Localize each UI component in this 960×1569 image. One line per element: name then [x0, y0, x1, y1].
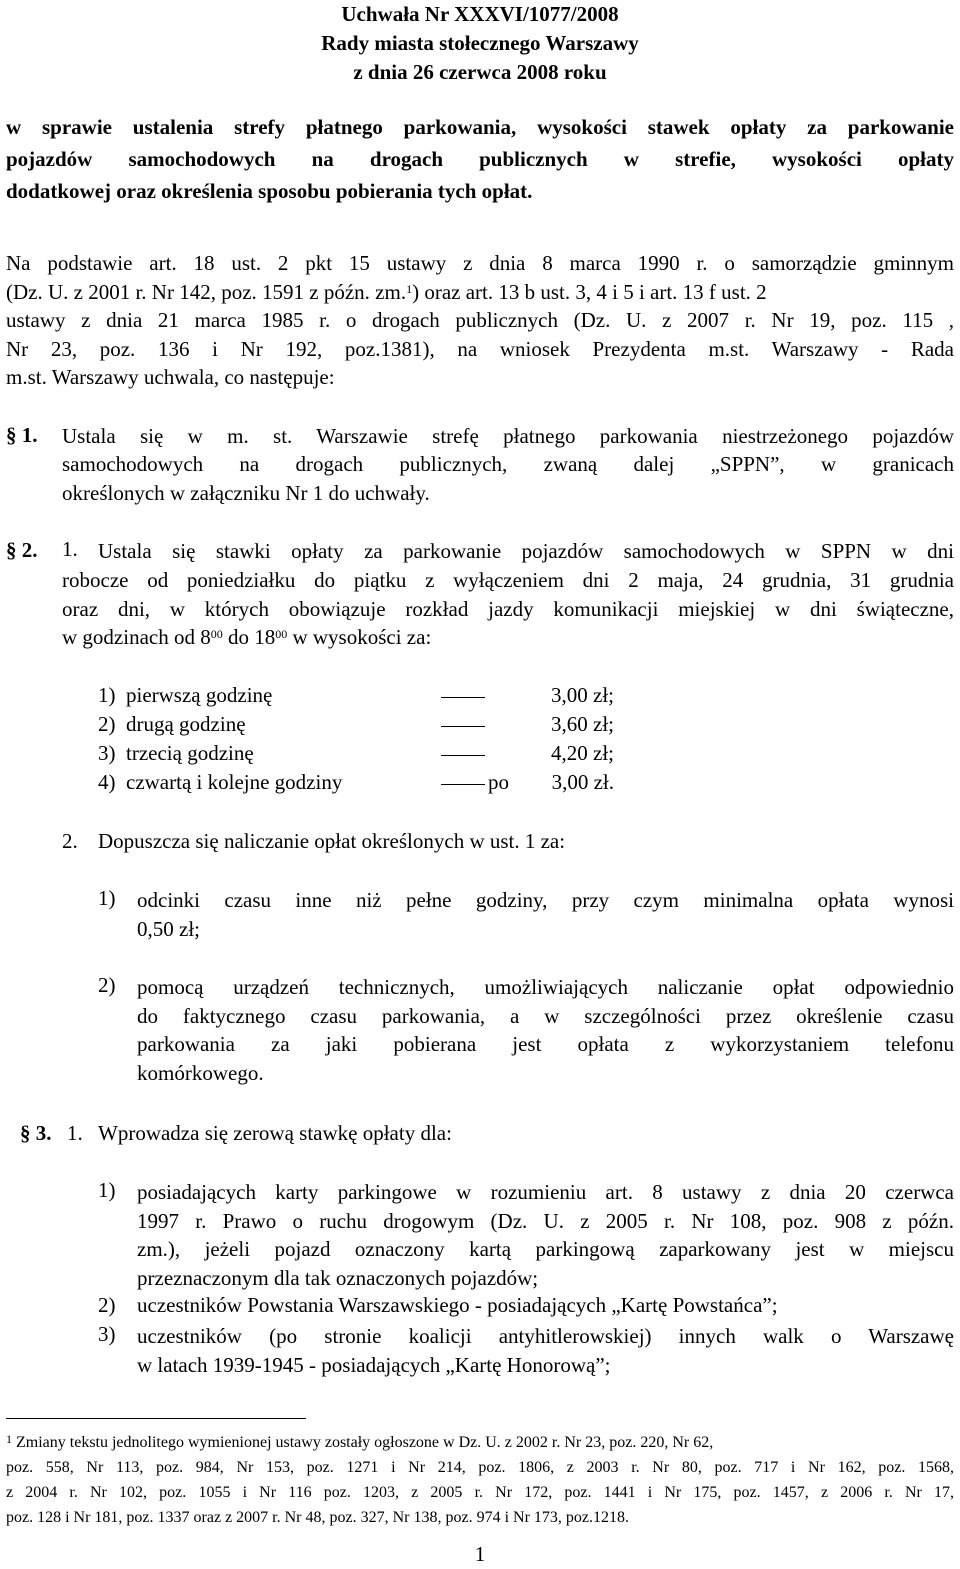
preamble-line: m.st. Warszawy uchwala, co następuje: — [6, 365, 335, 389]
list-line: posiadających karty parkingowe w rozumieniu art. 8 ustawy z dnia 20 czerwca — [137, 1180, 954, 1204]
section-3-ust1-number: 1. — [67, 1121, 83, 1145]
list-number: 3) — [98, 1322, 116, 1346]
dash-separator — [441, 784, 485, 785]
section-2-line: oraz dni, w których obowiązuje rozkład jazdy komunikacji miejskiej w dni świąteczne, — [62, 596, 954, 621]
fee-label: 4) czwartą i kolejne godziny — [98, 770, 343, 794]
section-3-intro: Wprowadza się zerową stawkę opłaty dla: — [98, 1121, 452, 1145]
dash-separator — [441, 726, 485, 727]
section-3-number: § 3. — [20, 1121, 52, 1145]
list-number: 1) — [98, 1178, 116, 1202]
resolution-issuer: Rady miasta stołecznego Warszawy — [321, 31, 639, 55]
section-2-line: Ustala się stawki opłaty za parkowanie pojazdów samochodowych w SPPN w dni — [98, 539, 954, 563]
footnote-ref: 1 — [406, 281, 413, 296]
preamble-line: Na podstawie art. 18 ust. 2 pkt 15 ustawy z dnia 8 marca 1990 r. o samorządzie gminnym — [6, 251, 954, 275]
resolution-date: z dnia 26 czerwca 2008 roku — [353, 60, 607, 84]
fee-amount: 3,60 zł; — [551, 712, 614, 736]
section-2-ust2-number: 2. — [62, 829, 78, 853]
subject-line: w sprawie ustalenia strefy płatnego parkowania, wysokości stawek opłaty za parkowanie — [6, 115, 954, 139]
fee-label: 1) pierwszą godzinę — [98, 683, 273, 707]
fee-amount: 4,20 zł; — [551, 741, 614, 765]
section-2-text-cont — [62, 566, 954, 652]
list-number: 2) — [98, 973, 116, 997]
list-item — [137, 886, 954, 943]
fee-row — [98, 683, 618, 711]
fee-row — [98, 741, 618, 769]
list-item — [137, 973, 954, 1087]
fee-label: 2) drugą godzinę — [98, 712, 246, 736]
section-1-number: § 1. — [6, 423, 38, 447]
section-2-line: robocze od poniedziałku do piątku z wyłączeniem dni 2 maja, 24 grudnia, 31 grudnia — [62, 568, 954, 592]
section-1-line: określonych w załączniku Nr 1 do uchwały. — [62, 480, 430, 505]
fee-prefix: po — [488, 770, 509, 794]
preamble — [6, 249, 954, 392]
dash-separator — [441, 697, 485, 698]
preamble-line: (Dz. U. z 2001 r. Nr 142, poz. 1591 z późn. zm.$^1$) oraz art. 13 b ust. 3, 4 i 5 i art. 13 f ust. 2 — [6, 279, 767, 304]
section-2-text — [98, 537, 954, 566]
list-line: odcinki czasu inne niż pełne godziny, przy czym minimalna opłata wynosi — [137, 888, 954, 912]
fee-amount: 3,00 zł; — [551, 683, 614, 707]
list-line: uczestników (po stronie koalicji antyhitlerowskiej) innych walk o Warszawę — [137, 1324, 954, 1348]
list-line: komórkowego. — [137, 1060, 264, 1085]
fee-label: 3) trzecią godzinę — [98, 741, 254, 765]
footnote-line: poz. 128 i Nr 181, poz. 1337 oraz z 2007 r. Nr 48, poz. 327, Nr 138, poz. 974 i Nr 173, poz.1218. — [6, 1509, 630, 1526]
list-item: uczestników Powstania Warszawskiego - posiadających „Kartę Powstańca”; — [137, 1293, 778, 1317]
footnote-line: z 2004 r. Nr 102, poz. 1055 i Nr 116 poz. 1203, z 2005 r. Nr 172, poz. 1441 i Nr 175, poz. 1457, z 2006 r. Nr 17, — [6, 1484, 954, 1501]
section-2-ust1-number: 1. — [62, 537, 78, 561]
list-item — [137, 1322, 954, 1379]
resolution-subject — [6, 111, 954, 207]
list-item — [137, 1178, 954, 1292]
list-line: do faktycznego czasu parkowania, a w szczególności przez określenie czasu — [137, 1003, 954, 1028]
footnote — [6, 1430, 954, 1530]
section-1-text-cont — [62, 450, 954, 507]
resolution-title: Uchwała Nr XXXVI/1077/2008 — [341, 2, 619, 26]
footnote-marker: 1 — [6, 1432, 12, 1446]
subject-line: pojazdów samochodowych na drogach publicznych w strefie, wysokości opłaty — [6, 147, 954, 171]
list-line: przeznaczonym dla tak oznaczonych pojazdów; — [137, 1265, 539, 1290]
fee-row — [98, 712, 618, 740]
list-line: zm.), jeżeli pojazd oznaczony kartą parkingową zaparkowany jest w miejscu — [137, 1237, 954, 1261]
list-line: pomocą urządzeń technicznych, umożliwiających naliczanie opłat odpowiednio — [137, 975, 954, 999]
section-2-line: w godzinach od $8^{00}$ do $18^{00}$ w wysokości za: — [62, 625, 432, 649]
list-number: 1) — [98, 886, 116, 910]
list-line: parkowania za jaki pobierana jest opłata z wykorzystaniem telefonu — [137, 1032, 954, 1056]
fee-row — [98, 770, 618, 798]
section-1-line: samochodowych na drogach publicznych, zwaną dalej „SPPN”, w granicach — [62, 452, 954, 476]
page-number: 1 — [474, 1542, 486, 1566]
list-line: w latach 1939-1945 - posiadających „Kartę Honorową”; — [137, 1352, 611, 1377]
section-1-text — [62, 422, 954, 451]
section-2-ust2-text: Dopuszcza się naliczanie opłat określonych w ust. 1 za: — [98, 829, 566, 853]
fee-amount: 3,00 zł. — [551, 770, 614, 794]
subject-line: dodatkowej oraz określenia sposobu pobierania tych opłat. — [6, 179, 533, 203]
list-line: 1997 r. Prawo o ruchu drogowym (Dz. U. z 2005 r. Nr 108, poz. 908 z późn. — [137, 1208, 954, 1233]
footnote-line: poz. 558, Nr 113, poz. 984, Nr 153, poz. 1271 i Nr 214, poz. 1806, z 2003 r. Nr 80, poz. 717 i Nr 162, poz. 1568, — [6, 1459, 954, 1476]
preamble-line: Nr 23, poz. 136 i Nr 192, poz.1381), na wniosek Prezydenta m.st. Warszawy - Rada — [6, 336, 954, 361]
dash-separator — [441, 755, 485, 756]
section-1-line: Ustala się w m. st. Warszawie strefę płatnego parkowania niestrzeżonego pojazdów — [62, 424, 954, 448]
preamble-line: ustawy z dnia 21 marca 1985 r. o drogach publicznych (Dz. U. z 2007 r. Nr 19, poz. 115 , — [6, 308, 954, 332]
footnote-separator — [6, 1418, 306, 1419]
section-2-number: § 2. — [6, 538, 38, 562]
footnote-line: $^1$ Zmiany tekstu jednolitego wymienionej ustawy zostały ogłoszone w Dz. U. z 2002 r. Nr 23, poz. 220, Nr 62, — [6, 1432, 714, 1451]
list-line: 0,50 zł; — [137, 916, 200, 941]
list-number: 2) — [98, 1293, 116, 1317]
